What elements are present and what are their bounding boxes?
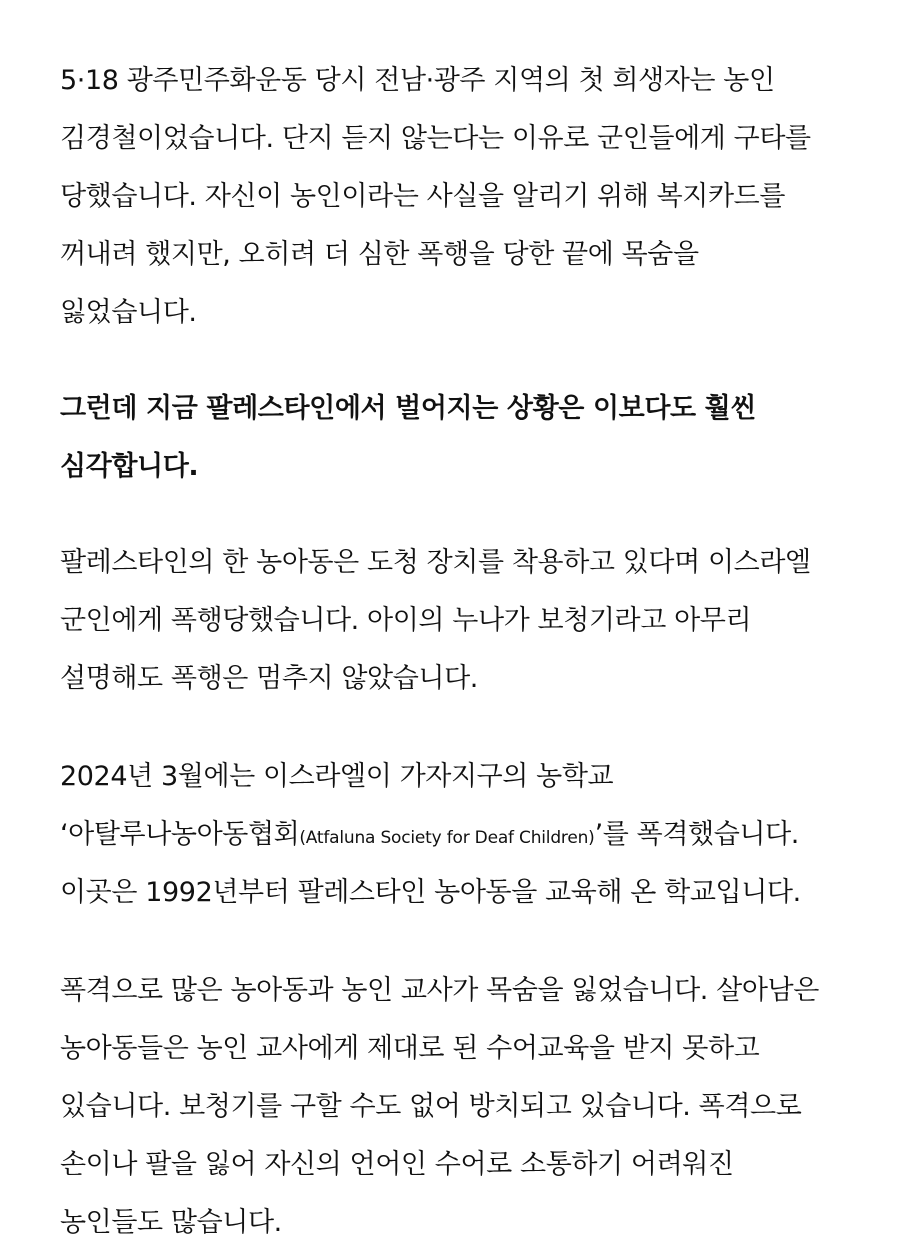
paragraph-line: 김경철이었습니다. 단지 듣지 않는다는 이유로 군인들에게 구타를 (60, 123, 811, 154)
article-body (60, 52, 860, 1252)
paragraph-line: 있습니다. 보청기를 구할 수도 없어 방치되고 있습니다. 폭격으로 (60, 1091, 802, 1122)
highlight-paragraph (60, 380, 860, 496)
paragraph-line: 2024년 3월에는 이스라엘이 가자지구의 농학교 (60, 761, 614, 792)
paragraph-line: 농아동들은 농인 교사에게 제대로 된 수어교육을 받지 못하고 (60, 1033, 760, 1064)
paragraph-line: 꺼내려 했지만, 오히려 더 심한 폭행을 당한 끝에 목숨을 (60, 239, 699, 270)
paragraph-line: 군인에게 폭행당했습니다. 아이의 누나가 보청기라고 아무리 (60, 605, 752, 636)
paragraph-line: 손이나 팔을 잃어 자신의 언어인 수어로 소통하기 어려워진 (60, 1149, 734, 1180)
paragraph-5 (60, 962, 860, 1252)
school-english-name: (Atfaluna Society for Deaf Children) (299, 828, 595, 848)
paragraph-line: 그런데 지금 팔레스타인에서 벌어지는 상황은 이보다도 훨씬 (60, 393, 757, 424)
paragraph-text: ’를 폭격했습니다. (594, 819, 799, 850)
paragraph-line: 잃었습니다. (60, 297, 197, 328)
paragraph-line: 농인들도 많습니다. (60, 1207, 282, 1238)
paragraph-line: 5·18 광주민주화운동 당시 전남·광주 지역의 첫 희생자는 농인 (60, 65, 775, 96)
paragraph-line: 폭격으로 많은 농아동과 농인 교사가 목숨을 잃었습니다. 살아남은 (60, 975, 819, 1006)
paragraph-1 (60, 52, 860, 342)
paragraph-line: 팔레스타인의 한 농아동은 도청 장치를 착용하고 있다며 이스라엘 (60, 547, 811, 578)
paragraph-3 (60, 534, 860, 708)
paragraph-4 (60, 748, 860, 922)
school-name: ‘아탈루나농아동협회 (60, 819, 300, 850)
paragraph-line: 설명해도 폭행은 멈추지 않았습니다. (60, 663, 478, 694)
paragraph-line: 심각합니다. (60, 451, 199, 482)
paragraph-line: 당했습니다. 자신이 농인이라는 사실을 알리기 위해 복지카드를 (60, 181, 786, 212)
paragraph-line (60, 806, 860, 864)
paragraph-line: 이곳은 1992년부터 팔레스타인 농아동을 교육해 온 학교입니다. (60, 877, 801, 908)
